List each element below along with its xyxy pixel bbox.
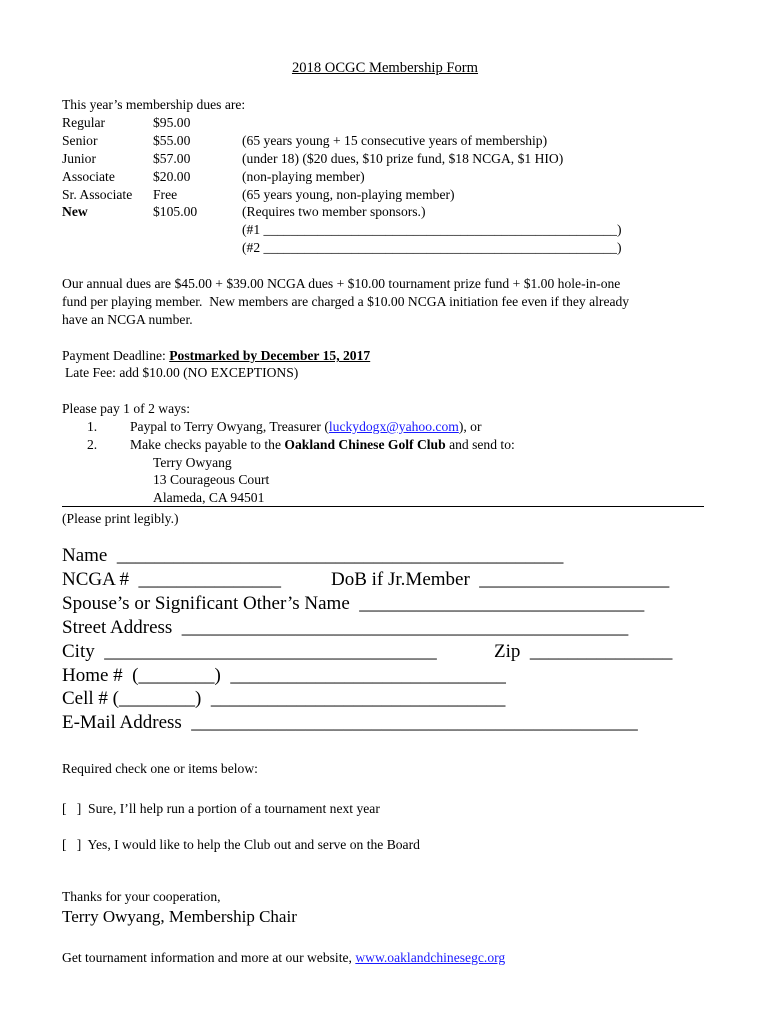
website-line <box>62 949 505 966</box>
payment-item-2 <box>130 436 515 453</box>
name-field[interactable]: Name _______________________________________________ <box>62 545 564 566</box>
late-fee: Late Fee: add $10.00 (NO EXCEPTIONS) <box>65 365 299 380</box>
address-name: Terry Owyang <box>153 455 232 470</box>
dues-type-junior: Junior <box>62 151 96 166</box>
print-legibly-note: (Please print legibly.) <box>62 511 179 526</box>
club-name: Oakland Chinese Golf Club <box>284 437 446 452</box>
dues-amount-senior: $55.00 <box>153 133 191 148</box>
website-link[interactable]: www.oaklandchinesegc.org <box>355 950 506 965</box>
signer-name: Terry Owyang, Membership Chair <box>62 907 297 926</box>
deadline-label: Payment Deadline: <box>62 348 170 363</box>
dues-amount-sr-associate: Free <box>153 187 178 202</box>
dob-field[interactable]: DoB if Jr.Member ____________________ <box>331 569 670 590</box>
dues-type-regular: Regular <box>62 115 106 130</box>
treasurer-email-link[interactable]: luckydogx@yahoo.com <box>328 419 459 434</box>
dues-type-senior: Senior <box>62 133 98 148</box>
dues-amount-regular: $95.00 <box>153 115 191 130</box>
payment-item-1-number: 1. <box>87 419 98 434</box>
dues-type-associate: Associate <box>62 169 115 184</box>
street-address-field[interactable]: Street Address _______________________________________________ <box>62 617 629 638</box>
tournament-help-checkbox[interactable]: [ ] Sure, I’ll help run a portion of a tournament next year <box>62 801 380 816</box>
payment-item-2-number: 2. <box>87 437 98 452</box>
annual-dues-line-3: have an NCGA number. <box>62 312 193 327</box>
annual-dues-line-2: fund per playing member. New members are charged a $10.00 NCGA initiation fee even if they already <box>62 294 630 309</box>
payment-deadline <box>62 347 370 364</box>
form-title: 2018 OCGC Membership Form <box>291 60 479 76</box>
payment-intro: Please pay 1 of 2 ways: <box>62 401 190 416</box>
dues-intro: This year’s membership dues are: <box>62 97 246 112</box>
sponsor-1-field[interactable]: (#1 ____________________________________________________) <box>242 222 622 237</box>
section-divider <box>62 506 704 507</box>
zip-field[interactable]: Zip _______________ <box>494 641 673 662</box>
thanks-text: Thanks for your cooperation, <box>62 889 221 904</box>
check-text-end: and send to: <box>445 437 515 452</box>
email-address-field[interactable]: E-Mail Address _______________________________________________ <box>62 712 638 733</box>
dues-note-senior: (65 years young + 15 consecutive years of membership) <box>242 133 548 148</box>
paypal-text: Paypal to Terry Owyang, Treasurer ( <box>130 419 329 434</box>
required-intro: Required check one or items below: <box>62 761 258 776</box>
dues-note-sr-associate: (65 years young, non-playing member) <box>242 187 455 202</box>
dues-note-associate: (non-playing member) <box>242 169 365 184</box>
spouse-name-field[interactable]: Spouse’s or Significant Other’s Name ______________________________ <box>62 593 645 614</box>
address-city: Alameda, CA 94501 <box>153 490 265 505</box>
paypal-text-end: ), or <box>458 419 482 434</box>
dues-type-sr-associate: Sr. Associate <box>62 187 133 202</box>
city-field[interactable]: City ___________________________________ <box>62 641 437 662</box>
payment-item-1 <box>130 418 481 435</box>
dues-type-new: New <box>62 204 88 219</box>
board-service-checkbox[interactable]: [ ] Yes, I would like to help the Club out and serve on the Board <box>62 837 420 852</box>
annual-dues-line-1: Our annual dues are $45.00 + $39.00 NCGA dues + $10.00 tournament prize fund + $1.00 hole-in-one <box>62 276 621 291</box>
dues-amount-junior: $57.00 <box>153 151 191 166</box>
dues-amount-associate: $20.00 <box>153 169 191 184</box>
deadline-date: Postmarked by December 15, 2017 <box>169 348 371 363</box>
check-text: Make checks payable to the <box>130 437 285 452</box>
sponsor-2-field[interactable]: (#2 ____________________________________________________) <box>242 240 622 255</box>
home-phone-field[interactable]: Home # (________) _____________________________ <box>62 665 506 686</box>
dues-amount-new: $105.00 <box>153 204 198 219</box>
address-street: 13 Courageous Court <box>153 472 270 487</box>
dues-note-junior: (under 18) ($20 dues, $10 prize fund, $18 NCGA, $1 HIO) <box>242 151 564 166</box>
cell-phone-field[interactable]: Cell # (________) _______________________________ <box>62 688 506 709</box>
dues-note-new: (Requires two member sponsors.) <box>242 204 426 219</box>
website-text: Get tournament information and more at our website, <box>62 950 356 965</box>
ncga-number-field[interactable]: NCGA # _______________ <box>62 569 282 590</box>
